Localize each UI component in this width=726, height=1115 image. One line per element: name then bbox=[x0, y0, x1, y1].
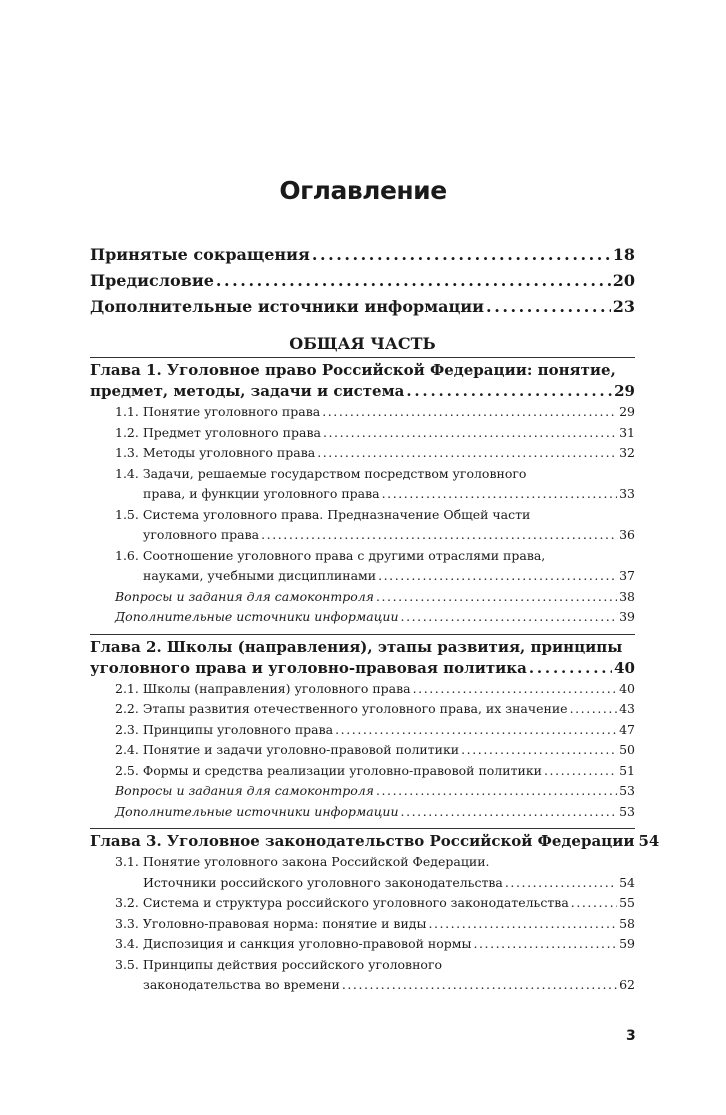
dot-leader bbox=[544, 761, 617, 782]
dot-leader bbox=[312, 242, 611, 268]
toc-entry-page: 23 bbox=[612, 297, 635, 316]
toc-item[interactable] bbox=[115, 955, 635, 996]
item-title-cont: законодательства во времени bbox=[143, 977, 340, 992]
item-title: Дополнительные источники информации bbox=[115, 803, 399, 819]
dot-leader bbox=[261, 525, 617, 546]
item-page: 31 bbox=[619, 424, 635, 440]
item-page: 32 bbox=[619, 445, 635, 460]
toc-item[interactable] bbox=[115, 464, 635, 505]
item-page: 39 bbox=[619, 609, 635, 624]
item-page: 55 bbox=[619, 895, 635, 910]
dot-leader bbox=[428, 914, 617, 935]
toc-item[interactable] bbox=[115, 546, 635, 587]
dot-leader bbox=[406, 381, 612, 402]
item-title-cont: науками, учебными дисциплинами bbox=[143, 568, 377, 583]
toc-item[interactable] bbox=[115, 443, 635, 464]
item-title: 2.1. Школы (направления) уголовного права bbox=[115, 680, 411, 696]
toc-item[interactable] bbox=[115, 402, 635, 423]
item-page: 43 bbox=[619, 701, 635, 716]
dot-leader bbox=[376, 781, 617, 802]
dot-leader bbox=[378, 566, 617, 587]
item-title: 1.3. Методы уголовного права bbox=[115, 445, 316, 460]
page-title: Оглавление bbox=[279, 176, 447, 205]
toc-entry[interactable] bbox=[90, 268, 635, 294]
dot-leader bbox=[461, 740, 617, 761]
toc-item[interactable] bbox=[115, 587, 635, 608]
toc-item[interactable] bbox=[115, 679, 635, 700]
toc-item[interactable] bbox=[115, 761, 635, 782]
chapter-title-line2: уголовного права и уголовно-правовая политика bbox=[90, 658, 527, 677]
item-title: 2.2. Этапы развития отечественного уголовного права, их значение bbox=[115, 701, 568, 716]
dot-leader bbox=[216, 268, 611, 294]
item-title: Вопросы и задания для самоконтроля bbox=[115, 783, 374, 798]
toc-entry-title: Дополнительные источники информации bbox=[90, 297, 485, 316]
item-page: 53 bbox=[619, 803, 635, 819]
item-title: 2.5. Формы и средства реализации уголовно-правовой политики bbox=[115, 762, 542, 778]
chapter-title-line1: Глава 2. Школы (направления), этапы развития, принципы bbox=[90, 637, 623, 656]
toc-item[interactable] bbox=[115, 699, 635, 720]
part-heading: ОБЩАЯ ЧАСТЬ bbox=[289, 334, 436, 353]
dot-leader bbox=[342, 975, 617, 996]
item-page: 47 bbox=[619, 721, 635, 737]
item-title: 1.5. Система уголовного права. Предназначение Общей части bbox=[115, 506, 531, 522]
item-title: 1.4. Задачи, решаемые государством посредством уголовного bbox=[115, 465, 527, 481]
toc-item[interactable] bbox=[115, 607, 635, 628]
item-page: 38 bbox=[619, 588, 635, 604]
item-page: 29 bbox=[619, 404, 635, 419]
chapter-page: 40 bbox=[614, 658, 635, 677]
chapter-2 bbox=[90, 634, 635, 823]
item-title: 3.2. Система и структура российского уголовного законодательства bbox=[115, 895, 569, 910]
toc-item[interactable] bbox=[115, 720, 635, 741]
item-page: 54 bbox=[619, 874, 635, 890]
item-title-cont: Источники российского уголовного законодательства bbox=[143, 874, 503, 890]
chapter-title[interactable] bbox=[90, 637, 635, 679]
toc-entry-page: 20 bbox=[612, 271, 635, 290]
dot-leader bbox=[505, 873, 617, 894]
item-title: Дополнительные источники информации bbox=[115, 609, 399, 624]
toc-item[interactable] bbox=[115, 781, 635, 802]
toc-entry-title: Предисловие bbox=[90, 271, 214, 290]
item-title: 1.6. Соотношение уголовного права с другими отраслями права, bbox=[115, 547, 546, 563]
item-title: 1.2. Предмет уголовного права bbox=[115, 424, 321, 440]
item-title: 2.4. Понятие и задачи уголовно-правовой политики bbox=[115, 742, 460, 757]
toc-entry-title: Принятые сокращения bbox=[90, 245, 310, 264]
item-title: 3.4. Диспозиция и санкция уголовно-правовой нормы bbox=[115, 936, 472, 951]
item-page: 37 bbox=[619, 568, 635, 583]
dot-leader bbox=[473, 934, 617, 955]
toc-item[interactable] bbox=[115, 802, 635, 823]
page-number: 3 bbox=[626, 1028, 636, 1044]
chapter-title[interactable] bbox=[90, 360, 635, 402]
dot-leader bbox=[570, 699, 618, 720]
toc-item[interactable] bbox=[115, 893, 635, 914]
item-page: 53 bbox=[619, 783, 635, 798]
item-title: 3.5. Принципы действия российского уголовного bbox=[115, 956, 443, 972]
chapter-page: 54 bbox=[638, 832, 660, 850]
item-page: 51 bbox=[619, 762, 635, 778]
toc-item[interactable] bbox=[115, 740, 635, 761]
toc-item[interactable] bbox=[115, 505, 635, 546]
dot-leader bbox=[323, 423, 617, 444]
toc-item[interactable] bbox=[115, 914, 635, 935]
dot-leader bbox=[322, 402, 617, 423]
dot-leader bbox=[335, 720, 617, 741]
item-page: 33 bbox=[619, 486, 635, 501]
toc-item[interactable] bbox=[115, 852, 635, 893]
dot-leader bbox=[376, 587, 617, 608]
toc-item[interactable] bbox=[115, 934, 635, 955]
dot-leader bbox=[486, 294, 611, 320]
dot-leader bbox=[401, 607, 618, 628]
chapter-1 bbox=[90, 357, 635, 628]
dot-leader bbox=[413, 679, 617, 700]
chapter-title-line2: предмет, методы, задачи и система bbox=[90, 382, 405, 400]
dot-leader bbox=[571, 893, 617, 914]
chapter-title[interactable] bbox=[90, 831, 660, 852]
item-page: 40 bbox=[619, 680, 635, 696]
toc-entry[interactable] bbox=[90, 242, 635, 268]
chapter-page: 29 bbox=[614, 382, 635, 400]
dot-leader bbox=[382, 484, 617, 505]
item-title: 3.1. Понятие уголовного закона Российской Федерации. bbox=[115, 854, 490, 869]
item-page: 58 bbox=[619, 915, 635, 931]
item-title-cont: уголовного права bbox=[143, 527, 260, 542]
item-title: 3.3. Уголовно-правовая норма: понятие и виды bbox=[115, 915, 427, 931]
item-page: 36 bbox=[619, 527, 635, 542]
item-title-cont: права, и функции уголовного права bbox=[143, 486, 380, 501]
toc-entry[interactable] bbox=[90, 294, 635, 320]
item-page: 62 bbox=[619, 977, 635, 992]
item-title: 2.3. Принципы уголовного права bbox=[115, 721, 334, 737]
dot-leader bbox=[317, 443, 617, 464]
toc-item[interactable] bbox=[115, 423, 635, 444]
dot-leader bbox=[401, 802, 618, 823]
table-of-contents bbox=[90, 242, 660, 1002]
chapter-title-line1: Глава 1. Уголовное право Российской Федерации: понятие, bbox=[90, 361, 616, 379]
item-title: 1.1. Понятие уголовного права bbox=[115, 404, 321, 419]
toc-entry-page: 18 bbox=[612, 245, 635, 264]
item-page: 59 bbox=[619, 936, 635, 951]
chapter-title-line: Глава 3. Уголовное законодательство Российской Федерации bbox=[90, 832, 635, 850]
chapter-3 bbox=[90, 828, 660, 996]
item-page: 50 bbox=[619, 742, 635, 757]
item-title: Вопросы и задания для самоконтроля bbox=[115, 588, 374, 604]
dot-leader bbox=[529, 658, 612, 679]
